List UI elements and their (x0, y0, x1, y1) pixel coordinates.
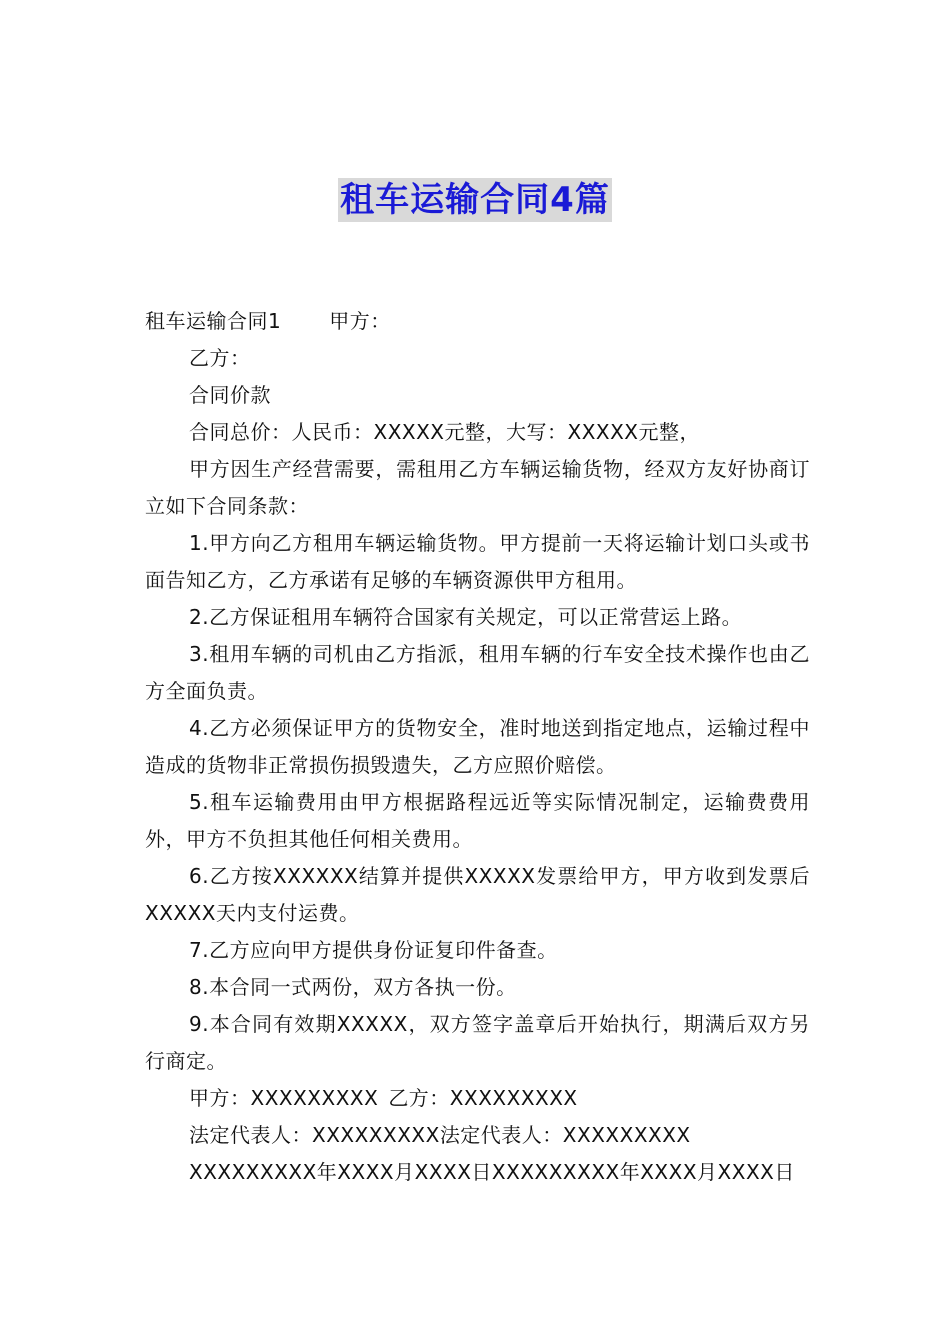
clause-6: 6.乙方按XXXXXX结算并提供XXXXX发票给甲方，甲方收到发票后XXXXX天内支付运费。 (145, 864, 810, 925)
signature-rep-a: 法定代表人：XXXXXXXXX (189, 1123, 440, 1147)
clause-8: 8.本合同一式两份，双方各执一份。 (189, 975, 517, 999)
clause-3: 3.租用车辆的司机由乙方指派，租用车辆的行车安全技术操作也由乙方全面负责。 (145, 642, 810, 703)
document-body (145, 303, 810, 1191)
clause-7: 7.乙方应向甲方提供身份证复印件备查。 (189, 938, 558, 962)
signature-party-b: 乙方：XXXXXXXXX (388, 1086, 578, 1110)
clause-2: 2.乙方保证租用车辆符合国家有关规定，可以正常营运上路。 (189, 605, 743, 629)
signature-date-a: XXXXXXXXX年XXXX月XXXX日 (189, 1160, 492, 1184)
signature-dates-line (145, 1154, 810, 1191)
signature-party-a: 甲方：XXXXXXXXX (189, 1086, 379, 1110)
party-b-line: 乙方： (189, 346, 251, 370)
document-title: 租车运输合同4篇 (340, 180, 610, 220)
intro-paragraph: 甲方因生产经营需要，需租用乙方车辆运输货物，经双方友好协商订立如下合同条款： (145, 457, 810, 518)
signature-rep-b: 法定代表人：XXXXXXXXX (439, 1123, 691, 1147)
clause-9: 9.本合同有效期XXXXX，双方签字盖章后开始执行，期满后双方另行商定。 (145, 1012, 810, 1073)
signature-parties-line (145, 1080, 810, 1117)
clause-1: 1.甲方向乙方租用车辆运输货物。甲方提前一天将运输计划口头或书面告知乙方，乙方承诺有足够的车辆资源供甲方租用。 (145, 531, 810, 592)
title-container (0, 178, 950, 222)
clause-5: 5.租车运输费用由甲方根据路程远近等实际情况制定，运输费费用外，甲方不负担其他任何相关费用。 (145, 790, 810, 851)
total-price-line: 合同总价：人民币：XXXXX元整，大写：XXXXX元整， (189, 420, 701, 444)
contract-number: 租车运输合同1 (145, 309, 282, 333)
signature-date-b: XXXXXXXXX年XXXX月XXXX日 (491, 1160, 795, 1184)
signature-representatives-line (145, 1117, 810, 1154)
price-heading: 合同价款 (189, 383, 271, 407)
contract-heading-line (145, 303, 810, 340)
party-a-label: 甲方： (329, 309, 391, 333)
clause-4: 4.乙方必须保证甲方的货物安全，准时地送到指定地点，运输过程中造成的货物非正常损伤损毁遗失，乙方应照价赔偿。 (145, 716, 810, 777)
